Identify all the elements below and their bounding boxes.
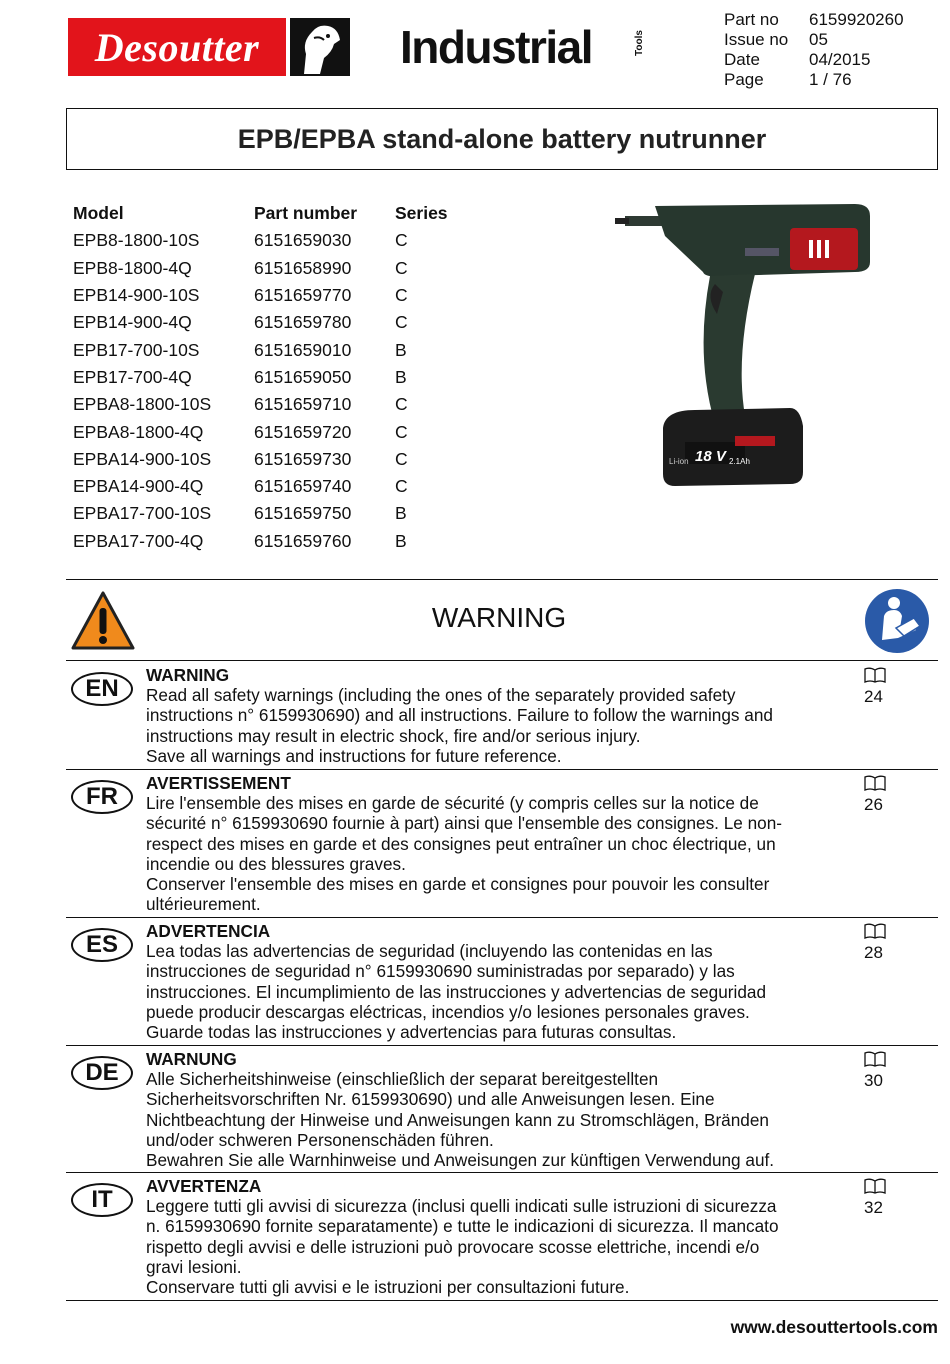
table-row — [73, 227, 455, 254]
section-text — [146, 921, 856, 1042]
open-book-icon — [864, 1051, 886, 1067]
table-cell: C — [395, 448, 408, 469]
text-line: Guarde todas las instrucciones y advertencias para futuras consultas. — [146, 1022, 677, 1043]
table-cell: 6151659050 — [254, 366, 352, 387]
text-line: Conservare tutti gli avvisi e le istruzioni per consultazioni future. — [146, 1277, 630, 1298]
meta-row — [724, 30, 904, 50]
open-book-icon — [864, 667, 886, 683]
table-row — [73, 500, 455, 527]
text-line: puede producir descargas eléctricas, incendios y/o lesiones personales graves. — [146, 1001, 750, 1022]
text-line: Nichtbeachtung der Hinweise und Anweisungen kann zu Stromschlägen, Bränden — [146, 1109, 769, 1130]
table-cell: C — [395, 285, 408, 306]
page-reference[interactable]: 24 — [864, 687, 883, 706]
text-line: Lire l'ensemble des mises en garde de sécurité (y compris celles sur la notice de — [146, 793, 759, 814]
divider — [66, 917, 938, 918]
section-heading: WARNUNG — [146, 1049, 237, 1069]
language-badge: DE — [71, 1056, 133, 1090]
text-line: und/oder schweren Personenschäden führen. — [146, 1129, 494, 1150]
table-cell: C — [395, 394, 408, 415]
table-cell: 6151658990 — [254, 257, 352, 278]
text-line: Read all safety warnings (including the ones of the separately provided safety — [146, 685, 736, 706]
page-title: EPB/EPBA stand-alone battery nutrunner — [237, 123, 767, 154]
battery-type-label: Li-ion — [669, 457, 689, 466]
industrial-tagline: Industrial — [400, 21, 593, 73]
table-cell: 6151659720 — [254, 421, 352, 442]
page-reference[interactable]: 32 — [864, 1198, 883, 1217]
section-text — [146, 1176, 856, 1297]
table-cell: C — [395, 421, 408, 442]
table-cell: EPB14-900-10S — [73, 285, 200, 306]
table-cell: EPBA14-900-10S — [73, 448, 212, 469]
divider — [66, 1172, 938, 1173]
language-badge: ES — [71, 928, 133, 962]
table-row — [73, 473, 455, 500]
table-cell: C — [395, 312, 408, 333]
table-cell: EPBA8-1800-10S — [73, 394, 212, 415]
horse-logo-icon — [290, 18, 350, 76]
table-cell: EPB17-700-10S — [73, 339, 200, 360]
text-line: gravi lesioni. — [146, 1256, 242, 1277]
text-line: instructions n° 6159930690) and all instructions. Failure to follow the warnings and — [146, 705, 773, 726]
open-book-icon — [864, 775, 886, 791]
section-text — [146, 1049, 856, 1170]
desoutter-logo: Desoutter — [68, 18, 286, 76]
page-reference[interactable]: 28 — [864, 943, 883, 962]
table-cell: C — [395, 230, 408, 251]
section-heading: AVERTISSEMENT — [146, 773, 291, 793]
text-line: n. 6159930690 fornite separatamente) e tutte le indicazioni di sicurezza. Il mancato — [146, 1216, 779, 1237]
table-row — [73, 528, 455, 555]
table-cell: 6151659730 — [254, 448, 352, 469]
divider — [66, 579, 938, 580]
column-header: Model — [73, 203, 124, 224]
page-reference[interactable]: 30 — [864, 1071, 883, 1090]
language-badge: EN — [71, 672, 133, 706]
meta-row — [724, 10, 904, 30]
open-book-icon — [864, 1178, 886, 1194]
meta-label: Page — [724, 70, 764, 89]
table-row — [73, 418, 455, 445]
table-cell: EPB14-900-4Q — [73, 312, 192, 333]
table-cell: EPBA17-700-4Q — [73, 530, 204, 551]
table-row — [73, 255, 455, 282]
section-heading: AVVERTENZA — [146, 1176, 262, 1196]
text-line: Bewahren Sie alle Warnhinweise und Anweisungen zur künftigen Verwendung auf. — [146, 1150, 775, 1171]
table-cell: 6151659710 — [254, 394, 352, 415]
read-manual-icon — [864, 588, 930, 654]
divider — [66, 1300, 938, 1301]
text-line: respect des mises en garde et des consignes peut entraîner un choc électrique, un — [146, 833, 776, 854]
table-cell: 6151659760 — [254, 530, 352, 551]
column-header: Part number — [254, 203, 358, 224]
table-cell: EPBA17-700-10S — [73, 503, 212, 524]
table-cell: 6151659770 — [254, 285, 352, 306]
table-cell: C — [395, 257, 408, 278]
language-badge: IT — [71, 1183, 133, 1217]
battery-capacity-label: 2.1Ah — [729, 457, 750, 466]
warning-title: WARNING — [431, 602, 567, 633]
meta-label: Part no — [724, 10, 779, 29]
text-line: Sicherheitsvorschriften Nr. 6159930690) und alle Anweisungen lesen. Eine — [146, 1089, 715, 1110]
meta-value: 1 / 76 — [809, 70, 852, 89]
column-header: Series — [395, 203, 448, 224]
table-cell: 6151659740 — [254, 476, 352, 497]
table-row — [73, 336, 455, 363]
text-line: Conserver l'ensemble des mises en garde et consignes pour pouvoir les consulter — [146, 874, 770, 895]
table-cell: 6151659750 — [254, 503, 352, 524]
table-row — [73, 282, 455, 309]
text-line: Save all warnings and instructions for future reference. — [146, 745, 562, 766]
section-text — [146, 773, 856, 914]
table-cell: EPBA14-900-4Q — [73, 476, 204, 497]
table-cell: EPB17-700-4Q — [73, 366, 192, 387]
table-cell: B — [395, 366, 407, 387]
section-heading: WARNING — [146, 665, 230, 685]
meta-label: Date — [724, 50, 760, 69]
language-badge: FR — [71, 780, 133, 814]
text-line: Leggere tutti gli avvisi di sicurezza (inclusi quelli indicati sulle istruzioni di sicurezza — [146, 1196, 777, 1217]
table-cell: EPB8-1800-10S — [73, 230, 200, 251]
website-link[interactable]: www.desouttertools.com — [730, 1317, 938, 1337]
text-line: instructions may result in electric shock, fire and/or serious injury. — [146, 725, 641, 746]
meta-row — [724, 70, 904, 90]
meta-row — [724, 50, 904, 70]
table-row — [73, 446, 455, 473]
meta-value: 04/2015 — [809, 50, 871, 69]
tools-tagline: Tools — [634, 30, 645, 56]
section-text — [146, 665, 856, 766]
title-box — [66, 108, 938, 170]
table-cell: B — [395, 503, 407, 524]
battery-voltage-label: 18 V — [695, 448, 726, 465]
nutrunner-image — [585, 196, 945, 496]
table-cell: EPB8-1800-4Q — [73, 257, 192, 278]
divider — [66, 1045, 938, 1046]
table-cell: EPBA8-1800-4Q — [73, 421, 204, 442]
table-cell: C — [395, 476, 408, 497]
document-meta — [724, 10, 904, 90]
table-cell: B — [395, 530, 407, 551]
page-reference[interactable]: 26 — [864, 795, 883, 814]
table-cell: 6151659030 — [254, 230, 352, 251]
text-line: rispetto degli avvisi e delle istruzioni può provocare scosse elettriche, incendi e/o — [146, 1236, 760, 1257]
divider — [66, 769, 938, 770]
text-line: ultérieurement. — [146, 894, 261, 915]
models-table — [73, 200, 455, 555]
table-cell: B — [395, 339, 407, 360]
meta-value: 05 — [809, 30, 828, 49]
table-header — [73, 200, 455, 227]
meta-value: 6159920260 — [809, 10, 904, 29]
text-line: incendie ou des blessures graves. — [146, 853, 406, 874]
section-heading: ADVERTENCIA — [146, 921, 271, 941]
divider — [66, 660, 938, 661]
open-book-icon — [864, 923, 886, 939]
table-row — [73, 309, 455, 336]
text-line: instrucciones de seguridad n° 6159930690 suministradas por separado) y las — [146, 961, 735, 982]
text-line: Lea todas las advertencias de seguridad (incluyendo las contenidas en las — [146, 941, 713, 962]
table-row — [73, 364, 455, 391]
table-row — [73, 391, 455, 418]
text-line: instrucciones. El incumplimiento de las instrucciones y advertencias de seguridad — [146, 981, 767, 1002]
text-line: sécurité n° 6159930690 fournie à part) ainsi que l'ensemble des consignes. Le non- — [146, 813, 783, 834]
text-line: Alle Sicherheitshinweise (einschließlich der separat bereitgestellten — [146, 1069, 659, 1090]
meta-label: Issue no — [724, 30, 789, 49]
table-cell: 6151659010 — [254, 339, 352, 360]
table-cell: 6151659780 — [254, 312, 352, 333]
